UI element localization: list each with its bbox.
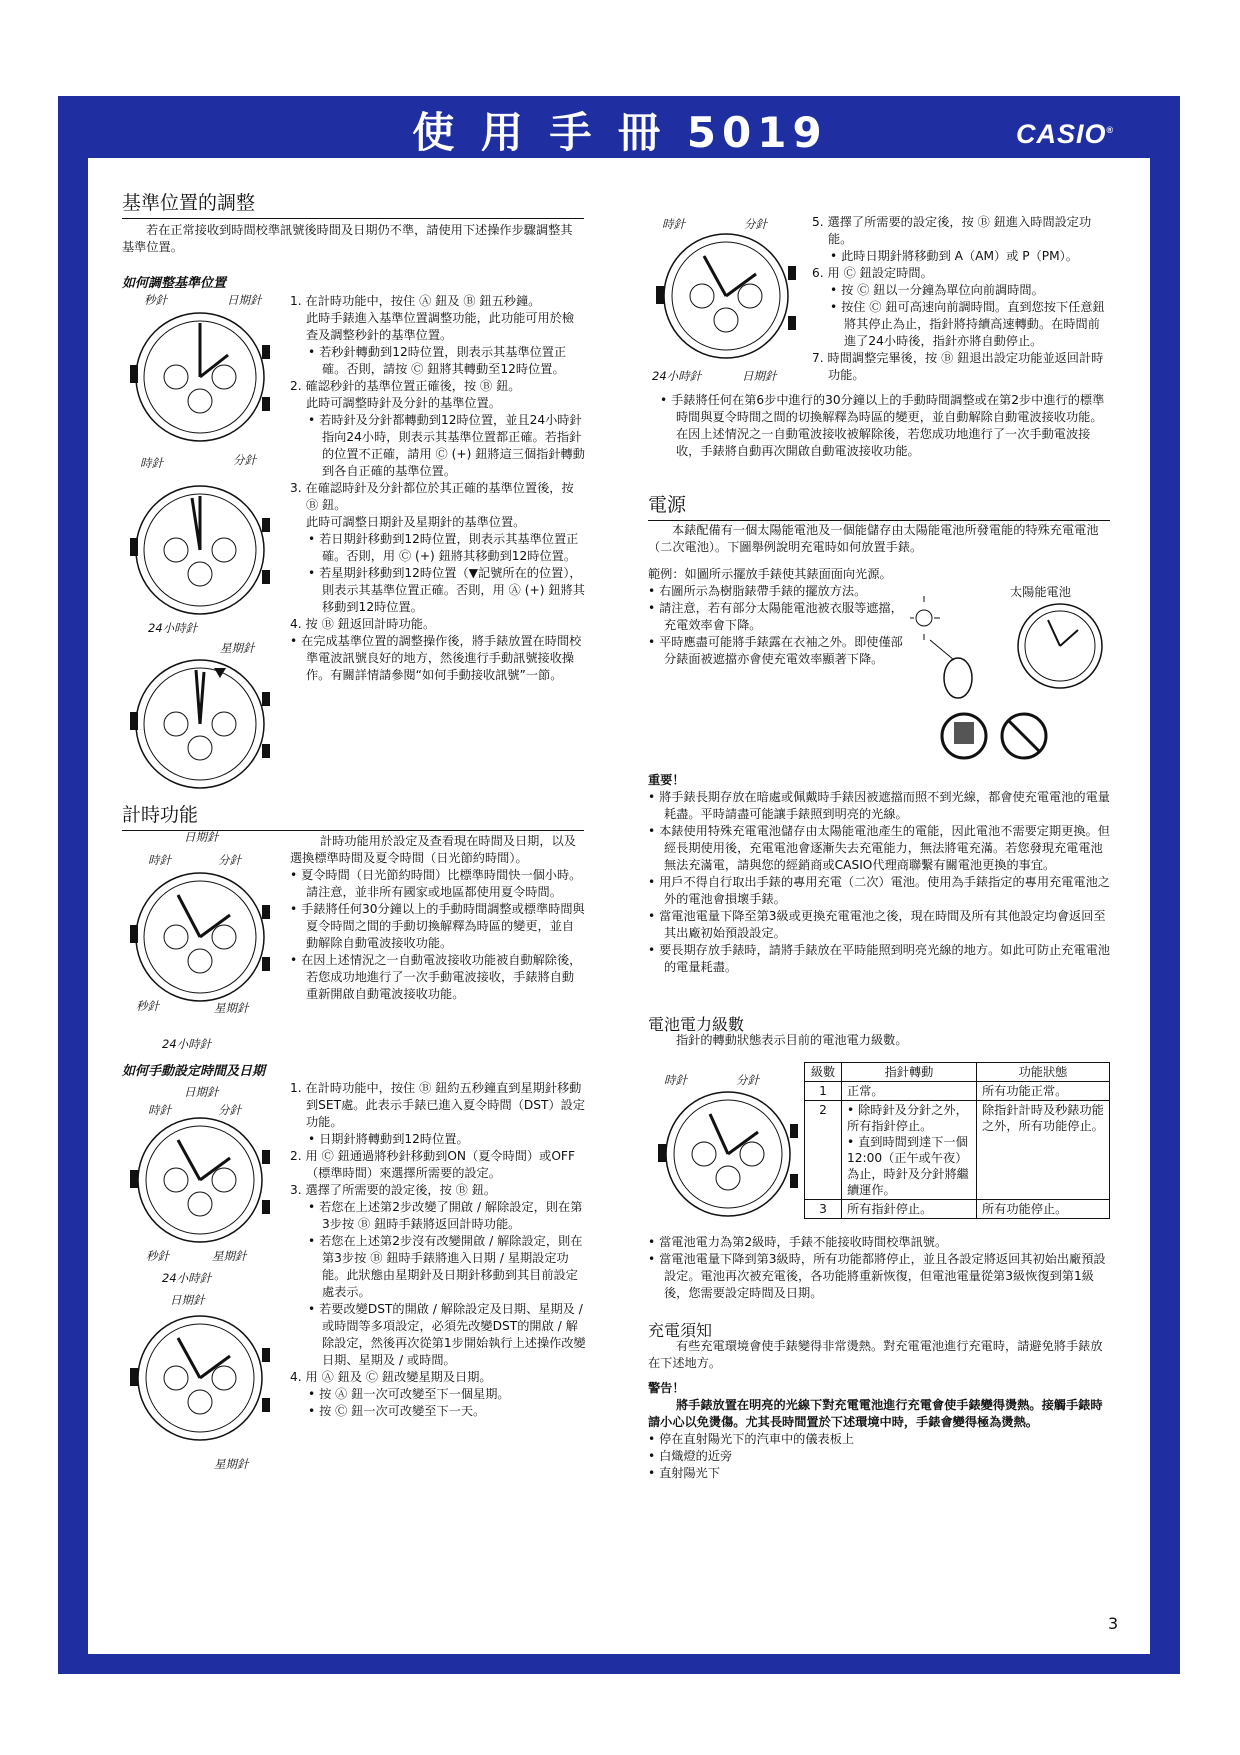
important-text: • 要長期存放手錶時，請將手錶放在平時能照到明亮光線的地方。如此可防止充電電池的電量耗盡。 [648, 943, 1110, 974]
step-text: • 若日期針移動到12時位置，則表示其基準位置正確。否則，用 Ⓒ (+) 鈕將其移動到12時位置。 [308, 532, 579, 563]
label-second-hand: 秒針 [146, 1249, 169, 1263]
reference-steps [290, 293, 586, 684]
label-solar-cell: 太陽能電池 [1010, 585, 1071, 599]
timekeeping-text [290, 833, 586, 1003]
step-text: • 日期針將轉動到12時位置。 [308, 1132, 469, 1146]
step-text: 此時手錶進入基準位置調整功能，此功能可用於檢查及調整秒針的基準位置。 [306, 311, 575, 342]
bullet-text: • 夏令時間（日光節約時間）比標準時間快一個小時。請注意，並非所有國家或地區都使用夏令時間。 [290, 868, 582, 899]
watch-lying-icon [930, 640, 972, 698]
step-text: 1. 在計時功能中，按住 Ⓐ 鈕及 Ⓑ 鈕五秒鐘。 [290, 294, 541, 308]
watch-diagram [122, 865, 277, 1015]
table-row [805, 1082, 1110, 1101]
step-text: • 若秒針轉動到12時位置，則表示其基準位置正確。否則，請按 Ⓒ 鈕將其轉動至12時位置。 [308, 345, 567, 376]
label-24h-hand: 24小時針 [148, 621, 198, 635]
table-cell: 1 [805, 1082, 842, 1101]
important-title: 重要！ [648, 773, 685, 787]
step-text: 此時可調整時針及分針的基準位置。 [306, 396, 501, 410]
step-text: 2. 用 Ⓒ 鈕通過將秒針移動到ON（夏令時間）或OFF（標準時間）來選擇所需要的設定。 [290, 1149, 575, 1180]
watch-face-icon [130, 873, 270, 1001]
step-text: • 若您在上述第2步沒有改變開啟 / 解除設定，則在第3步按 Ⓑ 鈕時手錶將進入日期 / 星期設定功能。此狀態由星期針及日期針移動到其目前設定處表示。 [308, 1234, 583, 1299]
label-day-hand: 星期針 [220, 641, 255, 655]
label-minute-hand: 分針 [233, 453, 256, 467]
bullet-text: • 請注意，若有部分太陽能電池被衣服等遮擋，充電效率會下降。 [648, 601, 903, 632]
step-text: • 按 Ⓐ 鈕一次可改變至下一個星期。 [308, 1387, 510, 1401]
step-text: • 若要改變DST的開啟 / 解除設定及日期、星期及 / 或時間等多項設定，必須先改變DST的開啟 / 解除設定，然後再次從第1步開始執行上述操作改變日期、星期及 / 或時間。 [308, 1302, 586, 1367]
section-heading-reference: 基準位置的調整 [122, 188, 584, 219]
table-cell: 正常。 [842, 1082, 977, 1101]
subheading-manual-set: 如何手動設定時間及日期 [122, 1064, 266, 1079]
step-text: • 若星期針移動到12時位置（▼記號所在的位置），則表示其基準位置正確。否則，用 Ⓐ (+) 鈕將其移動到12時位置。 [308, 566, 585, 614]
charging-warning [648, 1380, 1110, 1482]
time-set-steps [812, 214, 1112, 384]
bullet-text: • 右圖所示為樹脂錶帶手錶的擺放方法。 [648, 584, 867, 598]
table-row [805, 1101, 1110, 1200]
label-24h-hand: 24小時針 [162, 1037, 212, 1051]
wrist-prohibited-icon [1002, 714, 1046, 758]
watch-face-icon [130, 486, 270, 614]
table-header: 功能狀態 [977, 1063, 1110, 1082]
watch-diagram [648, 228, 803, 368]
watch-face-icon [130, 1316, 270, 1440]
wrist-covered-icon [942, 714, 986, 758]
label-date-hand: 日期針 [184, 1085, 219, 1099]
label-date-hand: 日期針 [184, 830, 219, 844]
step-text: • 若時針及分針都轉動到12時位置，並且24小時針指向24小時，則表示其基準位置都正確。若指針的位置不正確，請用 Ⓒ (+) 鈕將這三個指針轉動到各自正確的基準位置。 [308, 413, 585, 478]
charging-heading: 充電須知 [648, 1321, 713, 1340]
watch-diagram [122, 1112, 277, 1252]
step-text: 1. 在計時功能中，按住 Ⓑ 鈕約五秒鐘直到星期針移動到SET處。此表示手錶已進入夏令時間（DST）設定功能。 [290, 1081, 586, 1129]
place-text: • 停在直射陽光下的汽車中的儀表板上 [648, 1432, 855, 1446]
watch-face-icon [1018, 604, 1102, 688]
table-cell: 所有指針停止。 [842, 1200, 977, 1219]
label-day-hand: 星期針 [214, 1457, 249, 1471]
step-text: • 若您在上述第2步改變了開啟 / 解除設定，則在第3步按 Ⓑ 鈕時手錶將返回計時功能。 [308, 1200, 583, 1231]
timekeeping-intro: 計時功能用於設定及查看現在時間及日期，以及選換標準時間及夏令時間（日光節約時間）。 [290, 834, 576, 865]
label-hour-hand: 時針 [664, 1073, 687, 1087]
label-hour-hand: 時針 [148, 853, 171, 867]
label-24h-hand: 24小時針 [652, 369, 702, 383]
table-row [805, 1200, 1110, 1219]
table-header-row [805, 1063, 1110, 1082]
watch-face-icon [658, 1092, 798, 1216]
step-text: • 按 Ⓒ 鈕一次可改變至下一天。 [308, 1404, 486, 1418]
subheading-reference: 如何調整基準位置 [122, 276, 227, 291]
note-text: • 當電池電力為第2級時，手錶不能接收時間校準訊號。 [648, 1235, 948, 1249]
bullet-text: • 手錶將任何30分鐘以上的手動時間調整或標準時間與夏令時間之間的手動切換解釋為時區的變更，並自動解除自動電波接收功能。 [290, 902, 585, 950]
label-minute-hand: 分針 [736, 1073, 759, 1087]
important-text: • 本錶使用特殊充電電池儲存由太陽能電池產生的電能，因此電池不需要定期更換。但經長期使用後，充電電池會逐漸失去充電能力，無法將電充滿。若您發現充電電池無法充滿電，請與您的經銷商或CASIO代理商聯繫有關電池更換的事宜。 [648, 824, 1110, 872]
place-text: • 直射陽光下 [648, 1466, 721, 1480]
step-text: 4. 按 Ⓑ 鈕返回計時功能。 [290, 617, 436, 631]
step-text: 6. 用 Ⓒ 鈕設定時間。 [812, 266, 933, 280]
label-second-hand: 秒針 [144, 293, 167, 307]
brand-name: CASIO [1016, 119, 1107, 149]
table-cell: 3 [805, 1200, 842, 1219]
battery-level-table [804, 1062, 1110, 1219]
watch-diagram [650, 1086, 805, 1226]
label-minute-hand: 分針 [218, 853, 241, 867]
battery-level-notes [648, 1234, 1110, 1302]
section-heading-timekeeping: 計時功能 [122, 800, 584, 831]
label-day-hand: 星期針 [214, 1001, 249, 1015]
important-text: • 將手錶長期存放在暗處或佩戴時手錶因被遮擋而照不到光線，都會使充電電池的電量耗盡。平時請盡可能讓手錶照到明亮的光線。 [648, 790, 1110, 821]
power-intro: 本錶配備有一個太陽能電池及一個能儲存由太陽能電池所發電能的特殊充電電池（二次電池）。下圖舉例說明充電時如何放置手錶。 [648, 523, 1099, 554]
label-date-hand: 日期針 [170, 1293, 205, 1307]
label-day-hand: 星期針 [212, 1249, 247, 1263]
section-intro: 若在正常接收到時間校準訊號後時間及日期仍不準，請使用下述操作步驟調整其基準位置。 [122, 223, 573, 254]
important-text: • 當電池電量下降至第3級或更換充電電池之後，現在時間及所有其他設定均會返回至其出廠初始預設設定。 [648, 909, 1106, 940]
watch-diagram [122, 652, 277, 802]
step-text: • 按住 Ⓒ 鈕可高速向前調時間。直到您按下任意鈕將其停止為止，指針將持續高速轉動。在時間前進了24小時後，指針亦將自動停止。 [830, 300, 1105, 348]
warning-title: 警告！ [648, 1381, 685, 1395]
step-text: 5. 選擇了所需要的設定後，按 Ⓑ 鈕進入時間設定功能。 [812, 215, 1092, 246]
casio-logo [1016, 119, 1114, 150]
page-number: 3 [1108, 1614, 1119, 1633]
label-date-hand: 日期針 [227, 293, 262, 307]
charging-intro: 有些充電環境會使手錶變得非常燙熱。對充電電池進行充電時，請避免將手錶放在下述地方。 [648, 1339, 1103, 1370]
label-hour-hand: 時針 [148, 1103, 171, 1117]
warning-text: 將手錶放置在明亮的光線下對充電電池進行充電會使手錶變得燙熱。接觸手錶時請小心以免燙傷。尤其長時間置於下述環境中時，手錶會變得極為燙熱。 [648, 1398, 1103, 1429]
important-text: • 用戶不得自行取出手錶的專用充電（二次）電池。使用為手錶指定的專用充電電池之外的電池會損壞手錶。 [648, 875, 1110, 906]
registered-mark: ® [1106, 125, 1115, 135]
label-24h-hand: 24小時針 [162, 1271, 212, 1285]
step-text: • 在完成基準位置的調整操作後，將手錶放置在時間校準電波訊號良好的地方，然後進行手動訊號接收操作。有關詳情請參閱“如何手動接收訊號”一節。 [290, 634, 582, 682]
step-text: • 此時日期針將移動到 A（AM）或 P（PM）。 [830, 249, 1078, 263]
watch-face-icon [130, 313, 270, 441]
step-text: 7. 時間調整完畢後，按 Ⓑ 鈕退出設定功能並返回計時功能。 [812, 351, 1104, 382]
step-text: • 按 Ⓒ 鈕以一分鐘為單位向前調時間。 [830, 283, 1044, 297]
label-date-hand: 日期針 [742, 369, 777, 383]
watch-diagram [122, 478, 277, 628]
note-text: • 當電池電量下降到第3級時，所有功能都將停止，並且各設定將返回其初始出廠預設設定。電池再次被充電後，各功能將重新恢復，但電池電量從第3級恢復到第1級後，您需要設定時間及日期。 [648, 1252, 1106, 1300]
watch-diagram [122, 305, 277, 455]
table-header: 指針轉動 [842, 1063, 977, 1082]
charging-illustration [910, 590, 1110, 770]
battery-level-intro: 指針的轉動狀態表示目前的電池電力級數。 [676, 1033, 908, 1047]
watch-face-icon [130, 1118, 270, 1242]
table-cell: • 除時針及分針之外，所有指針停止。 • 直到時間到達下一個12:00（正午或午夜）為止，時針及分針將繼續運作。 [842, 1101, 977, 1200]
sun-icon [910, 596, 940, 640]
table-cell: 所有功能停止。 [977, 1200, 1110, 1219]
label-minute-hand: 分針 [218, 1103, 241, 1117]
watch-face-icon [656, 234, 796, 358]
manual-set-steps [290, 1080, 586, 1420]
power-example [648, 566, 908, 668]
example-text: 範例：如圖所示擺放手錶使其錶面面向光源。 [648, 567, 892, 581]
table-header: 級數 [805, 1063, 842, 1082]
label-hour-hand: 時針 [140, 456, 163, 470]
label-minute-hand: 分針 [744, 217, 767, 231]
step-text: 4. 用 Ⓐ 鈕及 Ⓒ 鈕改變星期及日期。 [290, 1370, 492, 1384]
watch-diagram [122, 1310, 277, 1450]
step-text: 此時可調整日期針及星期針的基準位置。 [306, 515, 526, 529]
place-text: • 白熾燈的近旁 [648, 1449, 733, 1463]
table-cell: 所有功能正常。 [977, 1082, 1110, 1101]
section-heading-power: 電源 [648, 490, 1110, 521]
bullet-text: • 平時應盡可能將手錶露在衣袖之外。即使僅部分錶面被遮擋亦會使充電效率顯著下降。 [648, 635, 903, 666]
step-text: 3. 選擇了所需要的設定後，按 Ⓑ 鈕。 [290, 1183, 497, 1197]
note-text: • 手錶將任何在第6步中進行的30分鐘以上的手動時間調整或在第2步中進行的標準時間與夏令時間之間的切換解釋為時區的變更，並自動解除自動電波接收功能。在因上述情況之一自動電波接收被解除後，若您成功地進行了一次手動電波接收，手錶將自動再次開啟自動電波接收功能。 [660, 393, 1105, 458]
table-cell: 除指針計時及秒錶功能之外，所有功能停止。 [977, 1101, 1110, 1200]
important-notes [648, 772, 1110, 976]
label-second-hand: 秒針 [136, 999, 159, 1013]
battery-level-heading: 電池電力級數 [648, 1015, 745, 1034]
manual-title: 使 用 手 冊 5019 [412, 108, 828, 157]
watch-face-icon [130, 660, 270, 788]
label-hour-hand: 時針 [662, 217, 685, 231]
table-cell: 2 [805, 1101, 842, 1200]
step-text: 2. 確認秒針的基準位置正確後，按 Ⓑ 鈕。 [290, 379, 521, 393]
step-text: 3. 在確認時針及分針都位於其正確的基準位置後，按 Ⓑ 鈕。 [290, 481, 574, 512]
time-set-note [660, 392, 1112, 460]
bullet-text: • 在因上述情況之一自動電波接收功能被自動解除後，若您成功地進行了一次手動電波接收，手錶將自動重新開啟自動電波接收功能。 [290, 953, 582, 1001]
